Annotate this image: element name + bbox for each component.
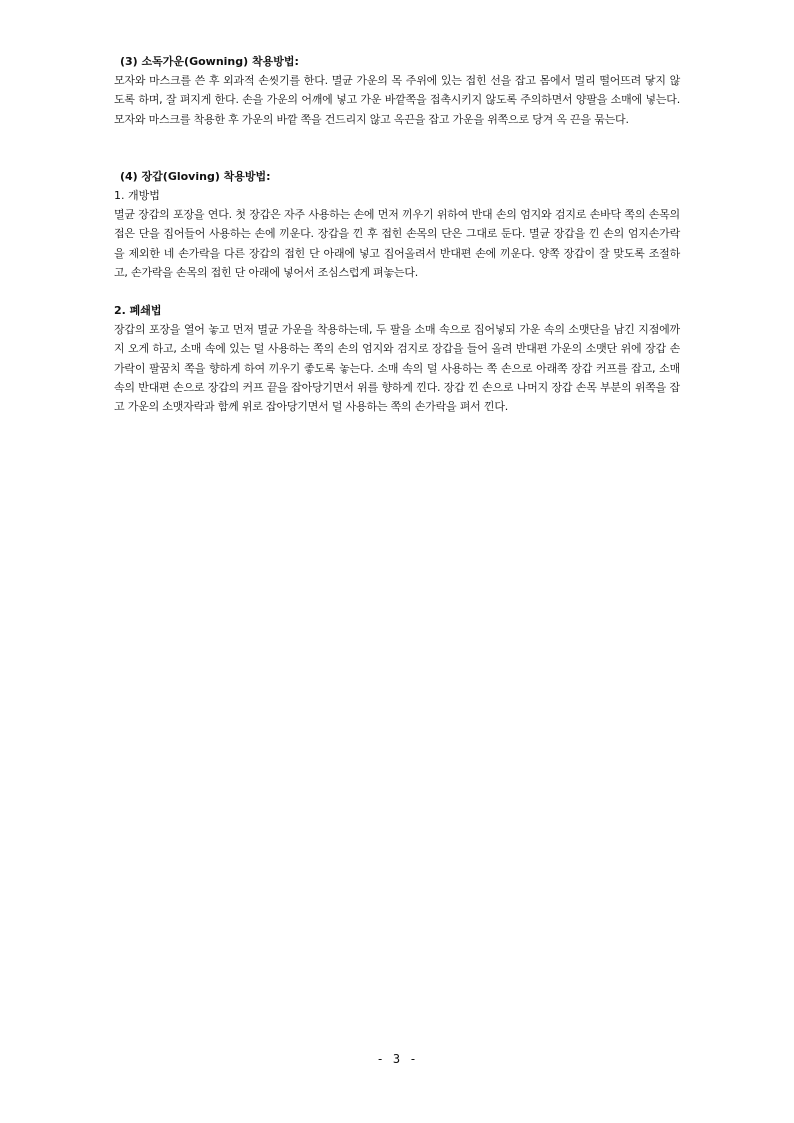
section-heading-gowning: (3) 소독가운(Gowning) 착용방법: xyxy=(120,55,299,68)
page-number: - 3 - xyxy=(376,1052,418,1066)
section-body-gowning: 모자와 마스크를 쓴 후 외과적 손씻기를 한다. 멸균 가운의 목 주위에 있는 접힌 선을 잡고 몸에서 멀리 떨어뜨려 닿지 않도록 하며, 잘 펴지게 한다. 손을 가운의 어깨에 넣고 가운 바깥쪽을 접촉시키지 않도록 주의하면서 양팔을 소매에 넣는다. 모자와 마스크를 착용한 후 가운의 바깥 쪽을 건드리지 않고 옥끈을 잡고 가운을 위쪽으로 당겨 옥 끈을 묶는다. xyxy=(114,74,680,126)
subsection-spacer xyxy=(114,282,680,301)
section-spacer xyxy=(114,129,680,167)
section-heading-gloving: (4) 장갑(Gloving) 착용방법: xyxy=(120,169,271,183)
page-content xyxy=(114,52,680,416)
subsection-title-closed-method: 2. 폐쇄법 xyxy=(114,304,162,318)
subsection-body-open-method: 멸균 장갑의 포장을 연다. 첫 장갑은 자주 사용하는 손에 먼저 끼우기 위하여 반대 손의 엄지와 검지로 손바닥 쪽의 손목의 접은 단을 집어들어 사용하는 손에 끼운다. 장갑을 낀 후 접힌 손목의 단은 그대로 둔다. 멸균 장갑을 낀 손의 엄지손가락을 제외한 네 손가락을 다른 장갑의 접힌 단 아래에 넣고 집어올려서 반대편 손에 끼운다. 양쪽 장갑이 잘 맞도록 조절하고, 손가락을 손목의 접힌 단 아래에 넣어서 조심스럽게 펴놓는다. xyxy=(114,208,680,279)
subsection-title-open-method: 1. 개방법 xyxy=(114,189,160,203)
subsection-body-closed-method: 장갑의 포장을 열어 놓고 먼저 멸균 가운을 착용하는데, 두 팔을 소매 속으로 집어넣되 가운 속의 소맷단을 남긴 지점에까지 오게 하고, 소매 속에 있는 덜 사용하는 쪽의 손의 엄지와 검지로 장갑을 들어 올려 반대편 가운의 소맷단 위에 장갑 손가락이 팔꿈치 쪽을 향하게 하여 끼우기 좋도록 놓는다. 소매 속의 덜 사용하는 쪽 손으로 아래쪽 장갑 커프를 잡고, 소매 속의 반대편 손으로 장갑의 커프 끝을 잡아당기면서 위를 향하게 낀다. 장갑 낀 손으로 나머지 장갑 손목 부분의 위쪽을 잡고 가운의 소맷자락과 함께 위로 잡아당기면서 덜 사용하는 쪽의 손가락을 펴서 낀다. xyxy=(114,323,680,414)
